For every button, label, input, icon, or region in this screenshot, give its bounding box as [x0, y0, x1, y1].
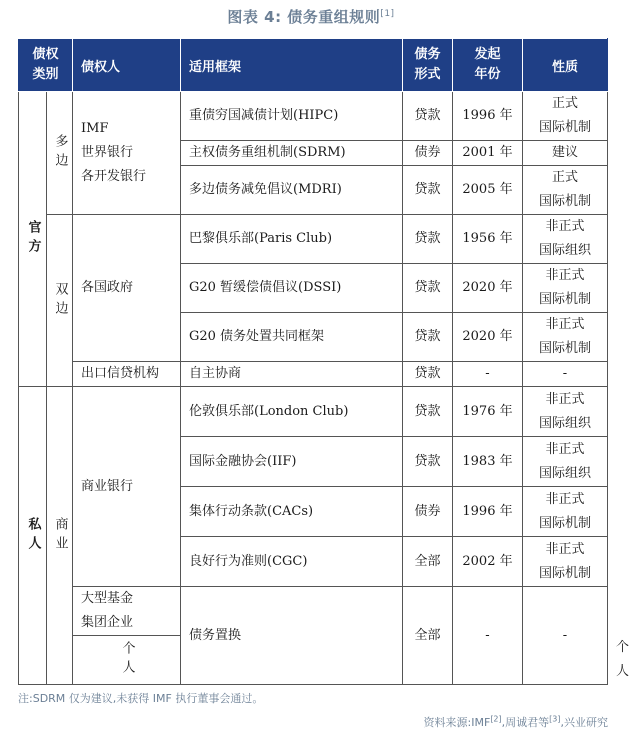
- framework-cell: 巴黎俱乐部(Paris Club): [181, 215, 403, 264]
- form-cell: 贷款: [403, 215, 453, 264]
- framework-cell: 伦敦俱乐部(London Club): [181, 387, 403, 437]
- header-framework: 适用框架: [181, 39, 403, 92]
- year-cell: 1983 年: [453, 437, 523, 487]
- footnote: 注:SDRM 仅为建议,未获得 IMF 执行董事会通过。: [18, 692, 264, 705]
- creditor-commercial-banks: 商业银行: [73, 387, 181, 587]
- form-cell: 贷款: [403, 313, 453, 362]
- framework-cell: 多边债务减免倡议(MDRI): [181, 166, 403, 215]
- nature-cell: 非正式 国际机制: [523, 487, 608, 537]
- year-cell: 1976 年: [453, 387, 523, 437]
- framework-cell: 集体行动条款(CACs): [181, 487, 403, 537]
- nature-cell: -: [523, 587, 608, 685]
- framework-cell: 国际金融协会(IIF): [181, 437, 403, 487]
- form-cell: 债券: [403, 141, 453, 166]
- form-cell: 全部: [403, 537, 453, 587]
- year-cell: 1996 年: [453, 487, 523, 537]
- header-row: [19, 39, 608, 92]
- framework-cell: 良好行为准则(CGC): [181, 537, 403, 587]
- subcategory-commercial: 商业: [47, 387, 73, 685]
- nature-cell: 建议: [523, 141, 608, 166]
- nature-cell: 非正式 国际组织: [523, 387, 608, 437]
- debt-restructuring-table: [18, 38, 629, 685]
- year-cell: 1996 年: [453, 92, 523, 141]
- subcategory-multilateral: 多边: [47, 92, 73, 215]
- nature-cell: 非正式 国际机制: [523, 264, 608, 313]
- framework-cell: 主权债务重组机制(SDRM): [181, 141, 403, 166]
- form-cell: 贷款: [403, 264, 453, 313]
- year-cell: 2001 年: [453, 141, 523, 166]
- nature-cell: 正式 国际机制: [523, 92, 608, 141]
- creditor-export-credit: 出口信贷机构: [73, 362, 181, 387]
- nature-cell: 非正式 国际组织: [523, 437, 608, 487]
- nature-cell: 正式 国际机制: [523, 166, 608, 215]
- figure-title-text: 图表 4: 债务重组规则: [227, 8, 381, 26]
- form-cell: 贷款: [403, 166, 453, 215]
- table-row: 个人 个人: [19, 636, 608, 685]
- year-cell: 2002 年: [453, 537, 523, 587]
- year-cell: -: [453, 362, 523, 387]
- subcategory-individual: 个人: [73, 636, 181, 685]
- header-creditor: 债权人: [73, 39, 181, 92]
- category-official: 官方: [19, 92, 47, 387]
- table-row: [19, 587, 608, 636]
- nature-cell: 非正式 国际机制: [523, 313, 608, 362]
- table-row: [19, 92, 608, 141]
- header-form: 债务形式: [403, 39, 453, 92]
- framework-cell: 债务置换: [181, 587, 403, 685]
- category-private: 私人: [19, 387, 47, 685]
- form-cell: 贷款: [403, 362, 453, 387]
- nature-cell: 非正式 国际机制: [523, 537, 608, 587]
- form-cell: 贷款: [403, 92, 453, 141]
- figure-title: [0, 6, 622, 27]
- year-cell: 1956 年: [453, 215, 523, 264]
- framework-cell: G20 暂缓偿债倡议(DSSI): [181, 264, 403, 313]
- year-cell: -: [453, 587, 523, 685]
- year-cell: 2020 年: [453, 313, 523, 362]
- source-line: 资料来源:IMF[2],周诚君等[3],兴业研究: [423, 714, 608, 729]
- form-cell: 全部: [403, 587, 453, 685]
- form-cell: 债券: [403, 487, 453, 537]
- year-cell: 2020 年: [453, 264, 523, 313]
- form-cell: 贷款: [403, 387, 453, 437]
- creditor-multilateral: IMF 世界银行 各开发银行: [73, 92, 181, 215]
- table-row: [19, 362, 608, 387]
- framework-cell: 自主协商: [181, 362, 403, 387]
- subcategory-bilateral: 双边: [47, 215, 73, 387]
- nature-cell: 非正式 国际组织: [523, 215, 608, 264]
- form-cell: 贷款: [403, 437, 453, 487]
- header-nature: 性质: [523, 39, 608, 92]
- table-row: [19, 387, 608, 437]
- framework-cell: 重债穷国减债计划(HIPC): [181, 92, 403, 141]
- figure-title-ref: [1]: [380, 9, 395, 19]
- header-category: 债权类别: [19, 39, 73, 92]
- creditor-governments: 各国政府: [73, 215, 181, 362]
- creditor-funds: 大型基金 集团企业: [73, 587, 181, 636]
- nature-cell: -: [523, 362, 608, 387]
- framework-cell: G20 债务处置共同框架: [181, 313, 403, 362]
- year-cell: 2005 年: [453, 166, 523, 215]
- header-year: 发起年份: [453, 39, 523, 92]
- table-row: [19, 215, 608, 264]
